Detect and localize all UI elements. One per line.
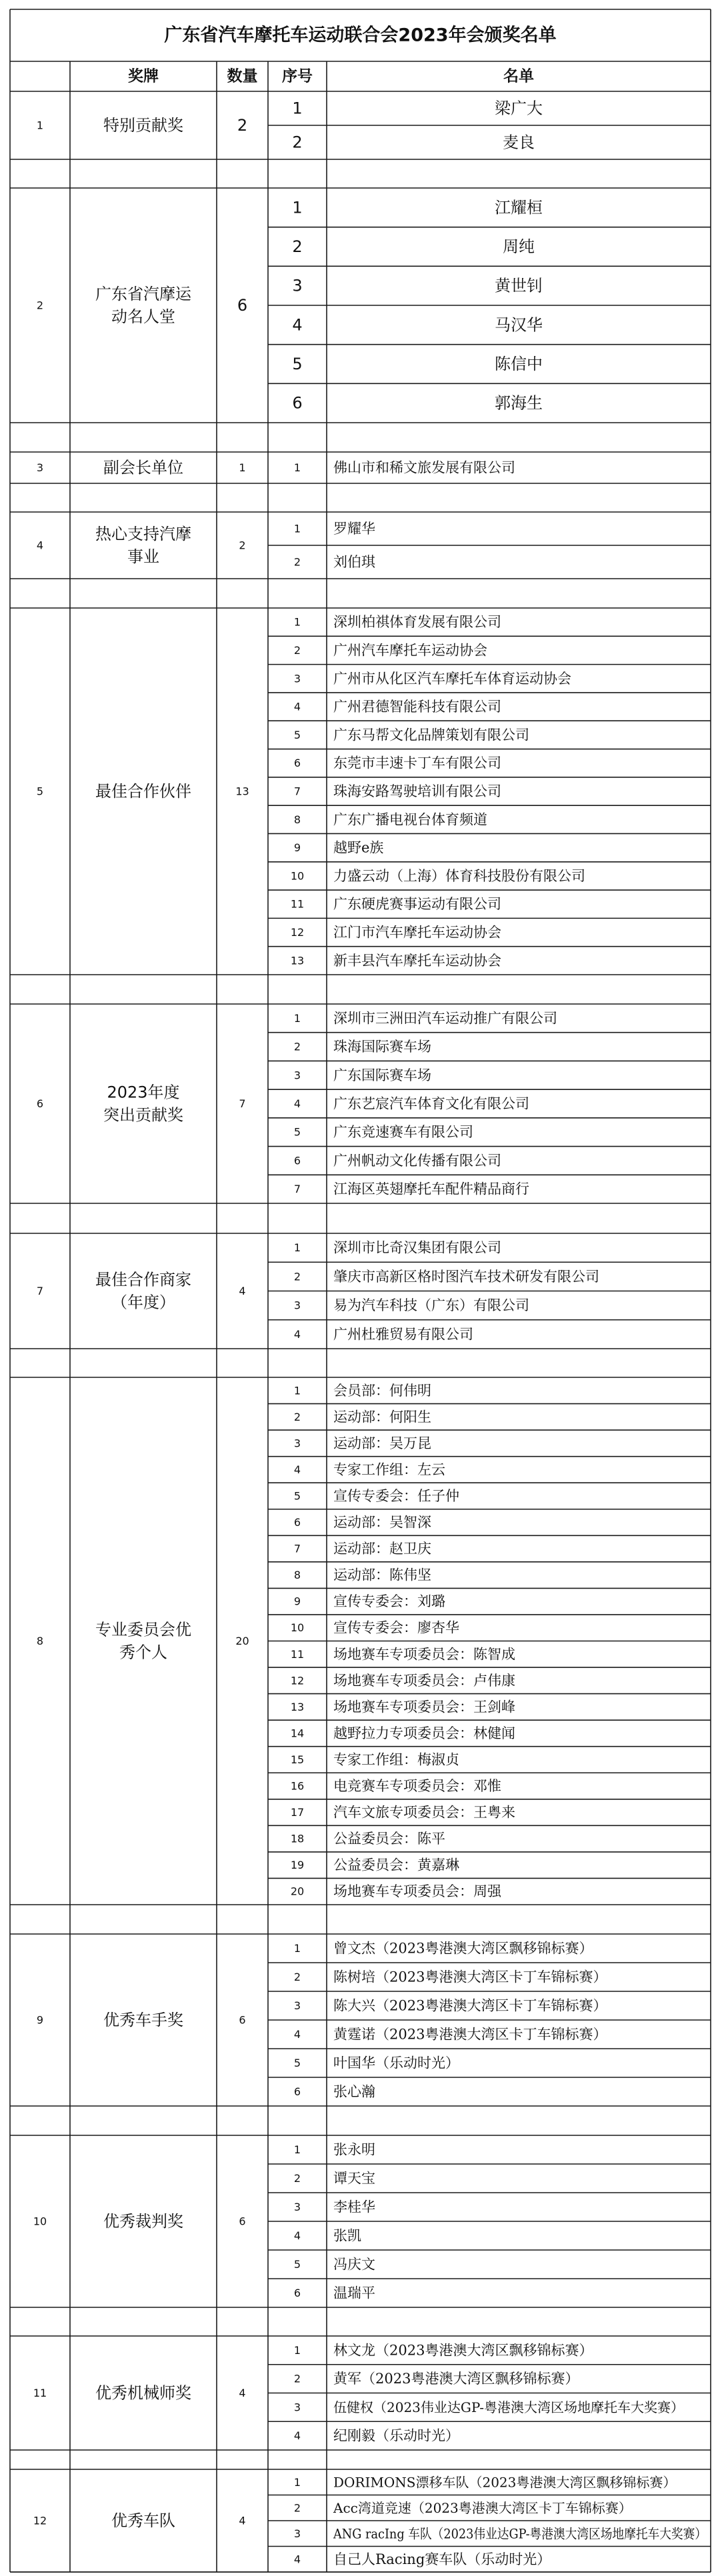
header-seq: 序号 xyxy=(282,67,313,85)
award-count: 1 xyxy=(239,461,246,474)
row-seq: 2 xyxy=(293,1971,301,1983)
row-seq: 4 xyxy=(293,700,301,713)
row-seq: 1 xyxy=(293,522,301,535)
winner-name: 深圳市三洲田汽车运动推广有限公司 xyxy=(333,1010,557,1027)
section-number: 10 xyxy=(33,2215,47,2228)
award-count: 6 xyxy=(237,296,248,315)
winner-name: 运动部：吴智深 xyxy=(333,1514,431,1531)
award-label: 秀个人 xyxy=(119,1643,167,1662)
row-seq: 5 xyxy=(293,1489,301,1503)
row-seq: 4 xyxy=(293,2229,301,2242)
winner-name: 公益委员会：黄嘉琳 xyxy=(333,1857,459,1873)
winner-name: 专家工作组：左云 xyxy=(333,1461,445,1478)
row-seq: 9 xyxy=(293,1595,301,1608)
award-label: 优秀裁判奖 xyxy=(103,2212,183,2231)
winner-name: 广东马帮文化品牌策划有限公司 xyxy=(333,727,529,743)
winner-name: 力盛云动（上海）体育科技股份有限公司 xyxy=(333,867,585,884)
award-label: （年度） xyxy=(111,1293,175,1312)
winner-name: 张永明 xyxy=(333,2141,375,2158)
header-name: 名单 xyxy=(503,67,534,85)
section-number: 4 xyxy=(36,539,44,552)
winner-name: 纪刚毅（乐动时光） xyxy=(333,2427,459,2444)
row-seq: 10 xyxy=(290,869,305,883)
winner-name: 珠海国际赛车场 xyxy=(333,1039,431,1055)
row-seq: 6 xyxy=(293,1154,301,1167)
row-seq: 4 xyxy=(293,1327,301,1341)
winner-name: 林文龙（2023粤港澳大湾区飘移锦标赛） xyxy=(333,2342,593,2359)
row-seq: 3 xyxy=(293,2201,301,2213)
row-seq: 2 xyxy=(293,1270,301,1283)
winner-name: 肇庆市高新区格时图汽车技术研发有限公司 xyxy=(333,1268,599,1285)
award-label: 优秀机械师奖 xyxy=(95,2383,191,2403)
row-seq: 19 xyxy=(290,1859,305,1872)
row-seq: 5 xyxy=(293,2258,301,2271)
row-seq: 5 xyxy=(292,355,303,373)
award-label: 最佳合作商家 xyxy=(95,1270,191,1289)
award-label: 优秀车队 xyxy=(111,2511,175,2530)
award-label: 副会长单位 xyxy=(103,458,183,477)
row-seq: 6 xyxy=(292,393,303,413)
award-label: 优秀车手奖 xyxy=(103,2011,183,2029)
row-seq: 3 xyxy=(293,1299,301,1312)
winner-name: 黄世钊 xyxy=(495,276,543,295)
winner-name: 越野拉力专项委员会：林健闻 xyxy=(333,1725,515,1741)
row-seq: 4 xyxy=(293,1097,301,1110)
section-number: 12 xyxy=(33,2514,47,2527)
row-seq: 3 xyxy=(293,672,301,685)
row-seq: 1 xyxy=(293,1241,301,1255)
row-seq: 15 xyxy=(290,1753,305,1766)
winner-name: 黄霆诺（2023粤港澳大湾区卡丁车锦标赛） xyxy=(333,2026,607,2043)
row-seq: 5 xyxy=(293,1125,301,1139)
row-seq: 17 xyxy=(290,1806,305,1819)
row-seq: 7 xyxy=(293,1542,301,1555)
row-seq: 6 xyxy=(293,2287,301,2299)
winner-name: 公益委员会：陈平 xyxy=(333,1831,445,1847)
winner-name: 会员部：何伟明 xyxy=(333,1382,431,1399)
winner-name: 运动部：吴万昆 xyxy=(333,1435,431,1451)
winner-name: 珠海安路驾驶培训有限公司 xyxy=(333,783,501,799)
row-seq: 1 xyxy=(293,1942,301,1955)
page-title: 广东省汽车摩托车运动联合会2023年会颁奖名单 xyxy=(164,25,557,46)
winner-name: 电竞赛车专项委员会：邓惟 xyxy=(333,1778,501,1795)
award-count: 7 xyxy=(239,1097,246,1110)
row-seq: 1 xyxy=(293,1011,301,1025)
row-seq: 2 xyxy=(293,1040,301,1053)
winner-name: 场地赛车专项委员会：周强 xyxy=(333,1883,501,1900)
winner-name: 汽车文旅专项委员会：王粤来 xyxy=(333,1804,515,1821)
winner-name: ANG racIng 车队（2023伟业达GP-粤港澳大湾区场地摩托车大奖赛） xyxy=(333,2525,707,2542)
row-seq: 7 xyxy=(293,785,301,798)
award-count: 4 xyxy=(239,1285,246,1297)
row-seq: 13 xyxy=(290,954,305,967)
row-seq: 1 xyxy=(293,461,301,474)
winner-name: 广州杜雅贸易有限公司 xyxy=(333,1326,473,1343)
winner-name: 自己人Racing赛车队（乐动时光） xyxy=(333,2551,551,2567)
table-grid xyxy=(10,9,711,2572)
row-seq: 2 xyxy=(292,237,303,256)
row-seq: 1 xyxy=(293,2343,301,2357)
winner-name: 张凯 xyxy=(333,2227,361,2244)
table-cells xyxy=(33,25,707,2567)
winner-name: 新丰县汽车摩托车运动协会 xyxy=(333,952,501,969)
award-count: 6 xyxy=(239,2215,246,2228)
row-seq: 4 xyxy=(293,2028,301,2041)
winner-name: 场地赛车专项委员会：卢伟康 xyxy=(333,1672,515,1689)
row-seq: 2 xyxy=(293,555,301,569)
award-label: 特别贡献奖 xyxy=(103,116,183,135)
row-seq: 7 xyxy=(293,1183,301,1196)
section-number: 6 xyxy=(36,1097,44,1110)
row-seq: 16 xyxy=(290,1779,305,1793)
award-count: 13 xyxy=(235,785,249,798)
winner-name: 广州帆动文化传播有限公司 xyxy=(333,1152,501,1169)
award-label: 广东省汽摩运 xyxy=(95,285,191,303)
award-label: 最佳合作伙伴 xyxy=(95,782,191,801)
winner-name: 东莞市丰速卡丁车有限公司 xyxy=(333,755,501,771)
award-label: 事业 xyxy=(127,547,159,566)
row-seq: 1 xyxy=(293,615,301,629)
row-seq: 4 xyxy=(293,1463,301,1476)
winner-name: 场地赛车专项委员会：王剑峰 xyxy=(333,1699,515,1715)
row-seq: 6 xyxy=(293,1516,301,1529)
section-number: 3 xyxy=(36,461,44,474)
winner-name: 张心瀚 xyxy=(333,2083,375,2100)
row-seq: 20 xyxy=(290,1885,305,1898)
winner-name: 场地赛车专项委员会：陈智成 xyxy=(333,1646,515,1663)
winner-name: 伍健权（2023伟业达GP-粤港澳大湾区场地摩托车大奖赛） xyxy=(333,2399,684,2415)
winner-name: 陈大兴（2023粤港澳大湾区卡丁车锦标赛） xyxy=(333,1997,607,2014)
winner-name: 陈树培（2023粤港澳大湾区卡丁车锦标赛） xyxy=(333,1969,607,1985)
award-count: 4 xyxy=(239,2514,246,2527)
winner-name: 郭海生 xyxy=(495,393,543,413)
row-seq: 2 xyxy=(293,2172,301,2185)
winner-name: 深圳市比奇汉集团有限公司 xyxy=(333,1239,501,1256)
row-seq: 2 xyxy=(293,1410,301,1423)
winner-name: 谭天宝 xyxy=(333,2170,375,2187)
winner-name: Acc湾道竞速（2023粤港澳大湾区卡丁车锦标赛） xyxy=(333,2499,632,2516)
row-seq: 13 xyxy=(290,1700,305,1713)
winner-name: 运动部：陈伟坚 xyxy=(333,1567,431,1583)
winner-name: 广东硬虎赛事运动有限公司 xyxy=(333,896,501,913)
winner-name: 运动部：赵卫庆 xyxy=(333,1541,431,1557)
row-seq: 4 xyxy=(293,2553,301,2566)
award-count: 2 xyxy=(237,116,248,135)
winner-name: 江海区英翅摩托车配件精品商行 xyxy=(333,1181,529,1197)
row-seq: 3 xyxy=(293,2401,301,2414)
header-count: 数量 xyxy=(227,67,258,85)
award-count: 20 xyxy=(235,1635,249,1647)
winner-name: 易为汽车科技（广东）有限公司 xyxy=(333,1297,529,1314)
winner-name: 李桂华 xyxy=(333,2199,375,2215)
row-seq: 8 xyxy=(293,813,301,826)
row-seq: 3 xyxy=(293,1069,301,1082)
winner-name: 宣传专委会：刘璐 xyxy=(333,1593,445,1610)
row-seq: 2 xyxy=(292,133,303,152)
winner-name: 温瑞平 xyxy=(333,2285,375,2301)
award-label: 突出贡献奖 xyxy=(103,1105,183,1125)
section-number: 8 xyxy=(36,1635,44,1647)
row-seq: 12 xyxy=(290,1674,305,1687)
row-seq: 1 xyxy=(293,1384,301,1397)
row-seq: 3 xyxy=(293,1437,301,1450)
winner-name: 广东国际赛车场 xyxy=(333,1067,431,1083)
winner-name: 麦良 xyxy=(503,133,535,152)
row-seq: 1 xyxy=(293,2475,301,2489)
winner-name: 黄军（2023粤港澳大湾区飘移锦标赛） xyxy=(333,2371,579,2387)
winner-name: 冯庆文 xyxy=(333,2256,375,2273)
award-count: 2 xyxy=(239,539,246,552)
section-number: 7 xyxy=(36,1285,44,1297)
row-seq: 4 xyxy=(292,315,303,335)
row-seq: 18 xyxy=(290,1832,305,1845)
winner-name: 广东广播电视台体育频道 xyxy=(333,811,487,828)
winner-name: DORIMONS漂移车队（2023粤港澳大湾区飘移锦标赛） xyxy=(333,2474,677,2491)
row-seq: 6 xyxy=(293,2085,301,2098)
row-seq: 3 xyxy=(293,2527,301,2540)
section-number: 11 xyxy=(33,2387,47,2399)
winner-name: 江门市汽车摩托车运动协会 xyxy=(333,924,501,941)
winner-name: 广州市从化区汽车摩托车体育运动协会 xyxy=(333,670,571,687)
row-seq: 1 xyxy=(292,99,303,118)
winner-name: 越野e族 xyxy=(333,839,384,856)
winner-name: 广州君德智能科技有限公司 xyxy=(333,699,501,715)
row-seq: 11 xyxy=(290,897,305,911)
section-number: 2 xyxy=(36,299,44,312)
row-seq: 6 xyxy=(293,757,301,770)
section-number: 5 xyxy=(36,785,44,798)
row-seq: 10 xyxy=(290,1621,305,1635)
row-seq: 3 xyxy=(293,1999,301,2012)
section-number: 1 xyxy=(36,119,44,132)
winner-name: 周纯 xyxy=(503,237,535,256)
row-seq: 2 xyxy=(293,2372,301,2385)
row-seq: 2 xyxy=(293,2501,301,2515)
winner-name: 佛山市和稀文旅发展有限公司 xyxy=(333,459,515,476)
winner-name: 马汉华 xyxy=(495,315,543,335)
row-seq: 9 xyxy=(293,841,301,855)
winner-name: 罗耀华 xyxy=(333,521,375,537)
header-award: 奖牌 xyxy=(128,67,159,85)
award-label: 专业委员会优 xyxy=(95,1620,191,1639)
winner-name: 江耀桓 xyxy=(495,198,543,217)
winner-name: 深圳柏祺体育发展有限公司 xyxy=(333,614,501,631)
winner-name: 宣传专委会：任子仲 xyxy=(333,1487,459,1504)
winner-name: 广东竞速赛车有限公司 xyxy=(333,1124,473,1141)
row-seq: 3 xyxy=(292,276,303,295)
winner-name: 广东艺宸汽车体育文化有限公司 xyxy=(333,1095,529,1112)
winner-name: 曾文杰（2023粤港澳大湾区飘移锦标赛） xyxy=(333,1940,593,1957)
section-number: 9 xyxy=(36,2013,44,2027)
winner-name: 广州汽车摩托车运动协会 xyxy=(333,642,487,659)
award-count: 6 xyxy=(239,2013,246,2027)
winner-name: 专家工作组：梅淑贞 xyxy=(333,1751,459,1768)
row-seq: 4 xyxy=(293,2429,301,2443)
row-seq: 14 xyxy=(290,1727,305,1740)
award-label: 2023年度 xyxy=(107,1083,180,1102)
winner-name: 刘伯琪 xyxy=(333,554,375,570)
winner-name: 陈信中 xyxy=(495,355,543,373)
row-seq: 1 xyxy=(292,198,303,217)
award-label: 热心支持汽摩 xyxy=(95,525,191,543)
row-seq: 12 xyxy=(290,926,305,939)
winner-name: 叶国华（乐动时光） xyxy=(333,2055,459,2071)
row-seq: 5 xyxy=(293,2057,301,2069)
row-seq: 11 xyxy=(290,1647,305,1661)
row-seq: 2 xyxy=(293,643,301,657)
winner-name: 运动部：何阳生 xyxy=(333,1409,431,1425)
award-count: 4 xyxy=(239,2387,246,2399)
winner-name: 宣传专委会：廖杏华 xyxy=(333,1619,459,1636)
row-seq: 5 xyxy=(293,728,301,741)
award-label: 动名人堂 xyxy=(111,307,175,326)
winner-name: 梁广大 xyxy=(495,99,543,118)
row-seq: 8 xyxy=(293,1569,301,1582)
row-seq: 1 xyxy=(293,2143,301,2156)
